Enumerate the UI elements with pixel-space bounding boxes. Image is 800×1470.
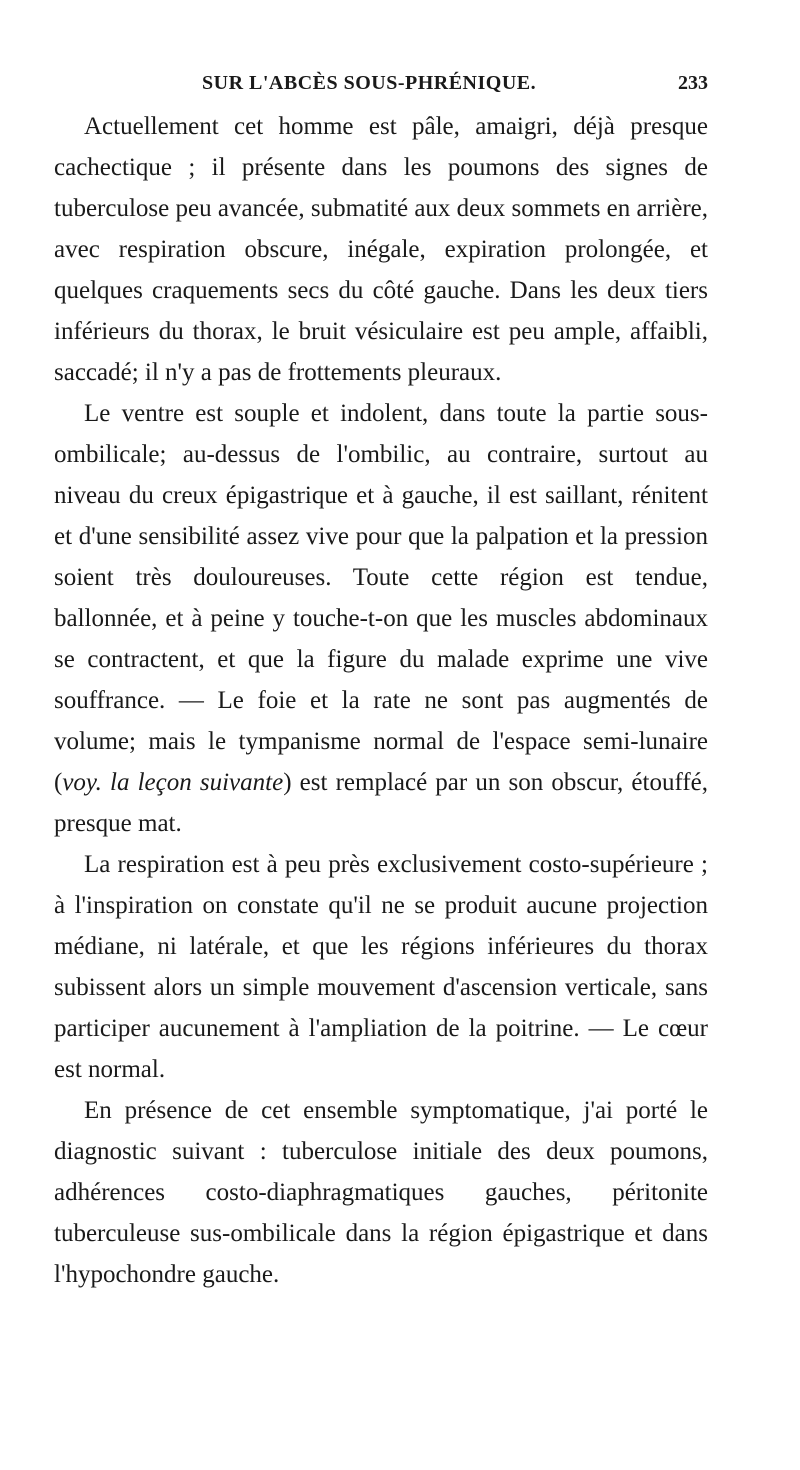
italic-reference: voy. la leçon suivante bbox=[62, 769, 284, 796]
body-text bbox=[54, 106, 708, 1295]
running-head bbox=[54, 72, 708, 102]
paragraph: En présence de cet ensemble symptomatique, j'ai porté le diagnostic suivant : tuberculose initiale des deux poumons, adhérences costo-diaphragmatiques gauches, péritonite tuberculeuse sus-ombilicale dans la région épigastrique et dans l'hypochondre gauche. bbox=[54, 1097, 708, 1288]
running-title: SUR L'ABCÈS SOUS-PHRÉNIQUE. bbox=[202, 72, 537, 94]
paragraph: Actuellement cet homme est pâle, amaigri, déjà presque cachectique ; il présente dans les poumons des signes de tuberculose peu avancée, submatité aux deux sommets en arrière, avec respiration obscure, inégale, expiration prolongée, et quelques craquements secs du côté gauche. Dans les deux tiers inférieurs du thorax, le bruit vésiculaire est peu ample, affaibli, saccadé; il n'y a pas de frottements pleuraux. bbox=[54, 113, 708, 386]
page-number: 233 bbox=[678, 72, 708, 94]
paragraph: La respiration est à peu près exclusivement costo-supérieure ; à l'inspiration on constate qu'il ne se produit aucune projection médiane, ni latérale, et que les régions inférieures du thorax subissent alors un simple mouvement d'ascension verticale, sans participer aucunement à l'ampliation de la poitrine. — Le cœur est normal. bbox=[54, 851, 708, 1083]
paragraph: Le ventre est souple et indolent, dans toute la partie sous-ombilicale; au-dessus de l'ombilic, au contraire, surtout au niveau du creux épigastrique et à gauche, il est saillant, rénitent et d'une sensibilité assez vive pour que la palpation et la pression soient très douloureuses. Toute cette région est tendue, ballonnée, et à peine y touche-t-on que les muscles abdominaux se contractent, et que la figure du malade exprime une vive souffrance. — Le foie et la rate ne sont pas augmentés de volume; mais le tympanisme normal de l'espace semi-lunaire (voy. la leçon suivante) est remplacé par un son obscur, étouffé, presque mat. bbox=[54, 400, 708, 837]
